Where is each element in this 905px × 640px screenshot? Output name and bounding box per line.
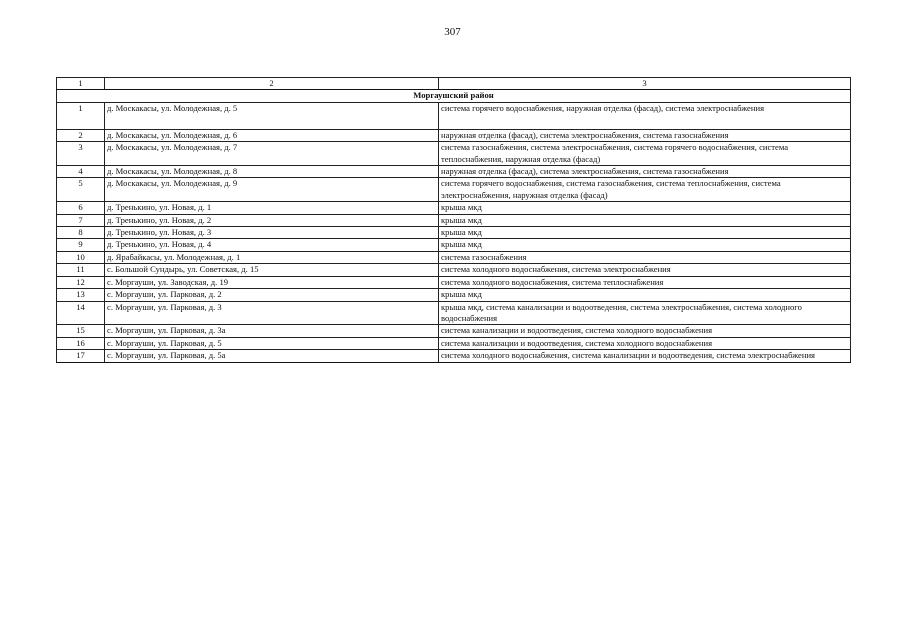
- table-row: [57, 350, 851, 362]
- district-row: [57, 90, 851, 102]
- table-row: [57, 301, 851, 325]
- table-row: [57, 129, 851, 141]
- row-number: 16: [57, 337, 105, 349]
- row-works: крыша мкд, система канализации и водоотведения, система электроснабжения, система холодного водоснабжения: [439, 301, 851, 325]
- row-address: с. Моргауши, ул. Парковая, д. 2: [105, 289, 439, 301]
- table-row: [57, 227, 851, 239]
- row-number: 12: [57, 276, 105, 288]
- row-address: д. Москакасы, ул. Молодежная, д. 7: [105, 142, 439, 166]
- row-address: с. Моргауши, ул. Парковая, д. 3: [105, 301, 439, 325]
- row-works: система холодного водоснабжения, система теплоснабжения: [439, 276, 851, 288]
- row-works: система газоснабжения, система электроснабжения, система горячего водоснабжения, система теплоснабжения, наружная отделка (фасад): [439, 142, 851, 166]
- row-address: с. Моргауши, ул. Парковая, д. 5: [105, 337, 439, 349]
- table-body: [57, 102, 851, 362]
- row-address: д. Москакасы, ул. Молодежная, д. 6: [105, 129, 439, 141]
- row-number: 6: [57, 202, 105, 214]
- row-works: система газоснабжения: [439, 251, 851, 263]
- column-number-row: [57, 78, 851, 90]
- row-address: д. Тренькино, ул. Новая, д. 3: [105, 227, 439, 239]
- table-row: [57, 102, 851, 129]
- row-address: д. Москакасы, ул. Молодежная, д. 5: [105, 102, 439, 129]
- row-address: д. Москакасы, ул. Молодежная, д. 9: [105, 178, 439, 202]
- table-row: [57, 239, 851, 251]
- table-row: [57, 142, 851, 166]
- column-number-1: 1: [57, 78, 105, 90]
- table-row: [57, 337, 851, 349]
- row-number: 7: [57, 214, 105, 226]
- row-works: крыша мкд: [439, 214, 851, 226]
- row-works: система канализации и водоотведения, система холодного водоснабжения: [439, 337, 851, 349]
- row-address: с. Большой Сундырь, ул. Советская, д. 15: [105, 264, 439, 276]
- row-number: 14: [57, 301, 105, 325]
- table-row: [57, 166, 851, 178]
- row-works: наружная отделка (фасад), система электроснабжения, система газоснабжения: [439, 129, 851, 141]
- table-row: [57, 325, 851, 337]
- row-works: система горячего водоснабжения, система газоснабжения, система теплоснабжения, система электроснабжения, наружная отделка (фасад): [439, 178, 851, 202]
- row-works: система канализации и водоотведения, система холодного водоснабжения: [439, 325, 851, 337]
- row-address: д. Ярабайкасы, ул. Молодежная, д. 1: [105, 251, 439, 263]
- column-number-3: 3: [439, 78, 851, 90]
- table-row: [57, 276, 851, 288]
- row-works: система холодного водоснабжения, система электроснабжения: [439, 264, 851, 276]
- table-row: [57, 214, 851, 226]
- row-address: с. Моргауши, ул. Парковая, д. 5а: [105, 350, 439, 362]
- table-row: [57, 202, 851, 214]
- row-number: 4: [57, 166, 105, 178]
- row-number: 2: [57, 129, 105, 141]
- row-works: крыша мкд: [439, 227, 851, 239]
- row-works: система холодного водоснабжения, система канализации и водоотведения, система электроснабжения: [439, 350, 851, 362]
- row-number: 9: [57, 239, 105, 251]
- row-address: с. Моргауши, ул. Заводская, д. 19: [105, 276, 439, 288]
- row-address: д. Тренькино, ул. Новая, д. 2: [105, 214, 439, 226]
- row-works: крыша мкд: [439, 289, 851, 301]
- row-number: 8: [57, 227, 105, 239]
- row-address: д. Москакасы, ул. Молодежная, д. 8: [105, 166, 439, 178]
- row-address: с. Моргауши, ул. Парковая, д. 3а: [105, 325, 439, 337]
- table-row: [57, 251, 851, 263]
- district-title: Моргаушский район: [57, 90, 851, 102]
- row-works: крыша мкд: [439, 239, 851, 251]
- row-works: наружная отделка (фасад), система электроснабжения, система газоснабжения: [439, 166, 851, 178]
- row-number: 15: [57, 325, 105, 337]
- row-number: 10: [57, 251, 105, 263]
- row-address: д. Тренькино, ул. Новая, д. 4: [105, 239, 439, 251]
- table-row: [57, 264, 851, 276]
- row-number: 5: [57, 178, 105, 202]
- row-number: 17: [57, 350, 105, 362]
- page-number: 307: [444, 26, 461, 38]
- column-number-2: 2: [105, 78, 439, 90]
- row-address: д. Тренькино, ул. Новая, д. 1: [105, 202, 439, 214]
- repair-table: [56, 77, 851, 363]
- row-number: 3: [57, 142, 105, 166]
- row-works: система горячего водоснабжения, наружная отделка (фасад), система электроснабжения: [439, 102, 851, 129]
- table-row: [57, 289, 851, 301]
- row-number: 11: [57, 264, 105, 276]
- table-row: [57, 178, 851, 202]
- row-works: крыша мкд: [439, 202, 851, 214]
- row-number: 13: [57, 289, 105, 301]
- row-number: 1: [57, 102, 105, 129]
